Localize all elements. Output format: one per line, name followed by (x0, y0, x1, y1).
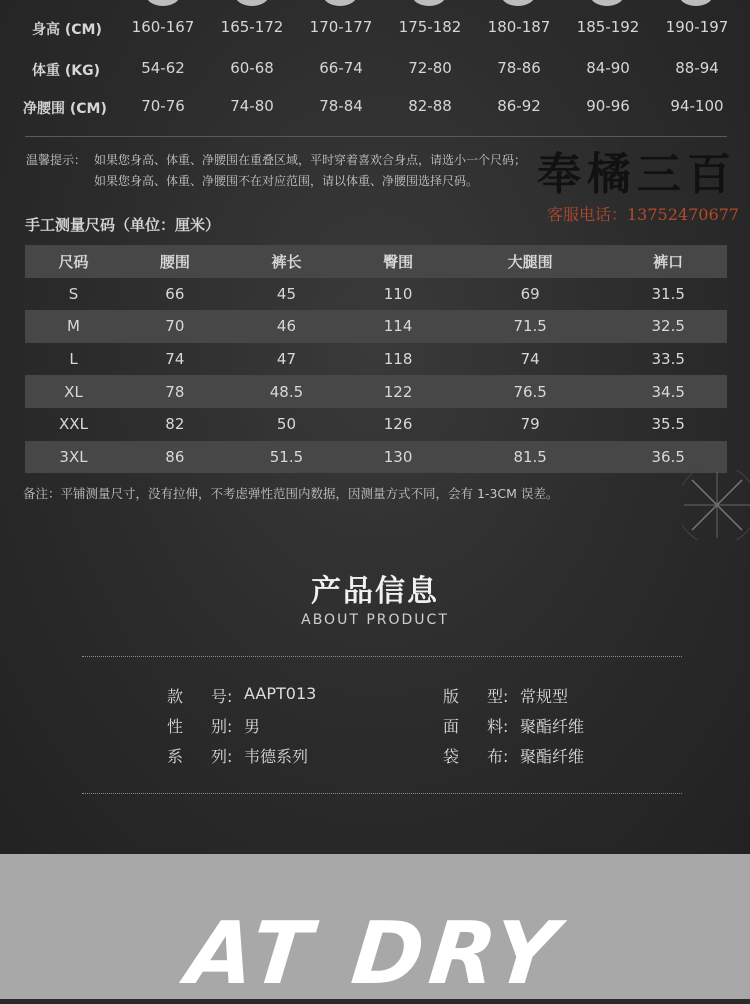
top-dot (412, 0, 446, 6)
info-value: 常规型 (520, 687, 569, 706)
top-dots (0, 0, 750, 6)
cell: 90-96 (586, 97, 630, 115)
cell: 66-74 (319, 59, 363, 77)
cell: 74-80 (230, 97, 274, 115)
cell: 33.5 (651, 350, 685, 369)
cell: M (67, 317, 80, 336)
cell: 82-88 (408, 97, 452, 115)
size-row-waist (0, 92, 750, 122)
table-row (25, 408, 727, 441)
cell: 122 (383, 382, 413, 401)
cell: 130 (383, 447, 413, 466)
tip-line-2: 如果您身高、体重、净腰围不在对应范围，请以体重、净腰围选择尺码。 (94, 174, 479, 188)
service-phone: 客服电话：13752470677 (547, 205, 739, 224)
cell: 47 (276, 350, 296, 369)
info-value: 聚酯纤维 (520, 717, 585, 736)
info-key: 面 (443, 717, 460, 736)
cell: 94-100 (670, 97, 724, 115)
header-cell: 大腿围 (507, 252, 553, 271)
info-key: 袋 (443, 747, 460, 766)
size-row-weight (0, 54, 750, 84)
tip-prefix: 温馨提示： (26, 153, 87, 167)
row-label: 身高 (CM) (32, 22, 102, 38)
table-row (25, 310, 727, 343)
header-cell: 臀围 (383, 252, 414, 271)
cell: 81.5 (513, 447, 547, 466)
table-row (25, 278, 727, 311)
cell: 48.5 (269, 382, 304, 401)
top-dot (679, 0, 713, 6)
cell: 165-172 (220, 18, 284, 36)
measure-table (25, 245, 727, 473)
info-key: 别: (211, 717, 233, 736)
cell: 114 (383, 317, 413, 336)
cell: 32.5 (651, 317, 685, 336)
cell: 60-68 (230, 59, 274, 77)
dotted-divider (82, 656, 682, 657)
tip-line-1: 如果您身高、体重、净腰围在重叠区域，平时穿着喜欢合身点，请选小一个尺码； (94, 153, 527, 167)
cell: 45 (276, 284, 296, 303)
dotted-divider (82, 793, 682, 794)
cell: 86 (165, 447, 185, 466)
cell: 72-80 (408, 59, 452, 77)
cell: 74 (520, 350, 540, 369)
cell: 69 (520, 284, 540, 303)
info-key: 布: (487, 747, 509, 766)
divider (25, 136, 727, 137)
table-header-row (25, 245, 727, 278)
cell: 84-90 (586, 59, 630, 77)
top-dot (146, 0, 180, 6)
info-value: 男 (244, 717, 261, 736)
product-title: 产品信息 (311, 574, 439, 609)
info-value: AAPT013 (244, 684, 317, 703)
product-subtitle: ABOUT PRODUCT (301, 612, 449, 628)
cell: 118 (383, 350, 413, 369)
info-key: 列: (211, 747, 233, 766)
info-key: 性 (167, 717, 184, 736)
cell: 110 (383, 284, 413, 303)
measure-note: 备注：平铺测量尺寸，没有拉伸，不考虑弹性范围内数据，因测量方式不同，会有 1-3CM 误差。 (23, 486, 559, 501)
at-dry-logo: AT DRY (182, 904, 568, 1004)
cell: 31.5 (651, 284, 685, 303)
cell: 79 (520, 415, 540, 434)
header-cell: 裤口 (653, 252, 684, 271)
measure-title: 手工测量尺码（单位：厘米） (25, 216, 221, 234)
cell: 126 (383, 415, 413, 434)
cell: 54-62 (141, 59, 185, 77)
info-value: 韦德系列 (244, 747, 309, 766)
header-cell: 裤长 (271, 252, 302, 271)
cell: XL (64, 382, 83, 401)
cell: 175-182 (398, 18, 462, 36)
cell: L (69, 350, 78, 369)
cell: 78 (165, 382, 185, 401)
cell: 86-92 (497, 97, 541, 115)
row-label: 体重 (KG) (32, 63, 101, 79)
info-key: 型: (487, 687, 509, 706)
top-dot (501, 0, 535, 6)
cell: 36.5 (651, 447, 685, 466)
table-row (25, 343, 727, 376)
cell: 35.5 (651, 415, 685, 434)
cell: 71.5 (513, 317, 547, 336)
header-cell: 腰围 (159, 252, 190, 271)
cell: 76.5 (513, 382, 547, 401)
size-row-height (0, 13, 750, 43)
cell: 78-86 (497, 59, 541, 77)
cell: 82 (165, 415, 185, 434)
info-key: 料: (487, 717, 509, 736)
table-row (25, 375, 727, 408)
cell: 3XL (59, 447, 88, 466)
crosshair-icon (682, 470, 750, 540)
cell: 74 (165, 350, 185, 369)
top-dot (590, 0, 624, 6)
cell: 70-76 (141, 97, 185, 115)
brand-watermark: 奉橘三百 (537, 149, 737, 200)
cell: XXL (59, 415, 88, 434)
cell: 34.5 (651, 382, 685, 401)
info-key: 号: (211, 687, 233, 706)
cell: 46 (276, 317, 296, 336)
cell: 70 (165, 317, 185, 336)
cell: 66 (165, 284, 185, 303)
cell: 185-192 (576, 18, 640, 36)
cell: 88-94 (675, 59, 719, 77)
cell: 78-84 (319, 97, 363, 115)
cell: 160-167 (131, 18, 195, 36)
top-dot (323, 0, 357, 6)
cell: 180-187 (487, 18, 551, 36)
cell: 190-197 (665, 18, 729, 36)
info-key: 款 (167, 687, 184, 706)
info-key: 版 (443, 687, 460, 706)
header-cell: 尺码 (58, 252, 89, 271)
cell: 50 (276, 415, 296, 434)
cell: S (68, 284, 79, 303)
table-row (25, 441, 727, 474)
top-dot (235, 0, 269, 6)
cell: 51.5 (269, 447, 304, 466)
cell: 170-177 (309, 18, 373, 36)
info-value: 聚酯纤维 (520, 747, 585, 766)
info-key: 系 (167, 747, 184, 766)
row-label: 净腰围 (CM) (23, 101, 107, 117)
